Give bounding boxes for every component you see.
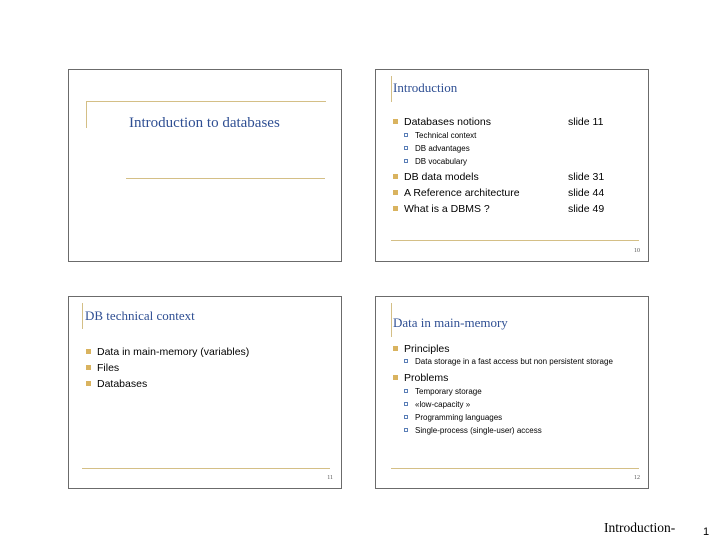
item-text: Principles bbox=[404, 343, 450, 355]
page-number: 1 bbox=[703, 526, 710, 538]
item-text: Files bbox=[97, 362, 120, 374]
hollow-square-bullet-icon bbox=[404, 359, 408, 363]
list-item bbox=[393, 411, 623, 424]
square-bullet-icon bbox=[86, 381, 91, 386]
list-item bbox=[393, 385, 623, 398]
item-text: Data in main-memory (variables) bbox=[97, 346, 250, 358]
square-bullet-icon bbox=[393, 174, 398, 179]
item-text: A Reference architecture bbox=[404, 187, 520, 199]
slide-title: DB technical context bbox=[85, 308, 195, 323]
bullet-list bbox=[393, 342, 623, 437]
item-text: DB data models bbox=[404, 171, 479, 183]
item-text: What is a DBMS ? bbox=[404, 203, 490, 215]
slide-thumbnail-4 bbox=[375, 296, 649, 489]
bullet-list bbox=[86, 345, 249, 391]
footer-rule bbox=[391, 240, 639, 241]
title-rule-left bbox=[82, 303, 83, 329]
list-item bbox=[86, 345, 249, 359]
slide-title: Data in main-memory bbox=[393, 315, 508, 330]
hollow-square-bullet-icon bbox=[404, 389, 408, 393]
slide-ref: slide 11 bbox=[568, 116, 604, 128]
slide-ref: slide 44 bbox=[568, 187, 605, 199]
slide-number: 12 bbox=[634, 475, 640, 481]
outline-list bbox=[393, 115, 644, 216]
title-rule-bottom bbox=[126, 178, 325, 179]
item-text: «low-capacity » bbox=[415, 400, 471, 409]
list-item bbox=[86, 361, 249, 375]
list-item bbox=[86, 377, 249, 391]
list-item bbox=[393, 186, 644, 200]
item-text: DB advantages bbox=[415, 144, 470, 153]
item-text: Data storage in a fast access but non persistent storage bbox=[415, 357, 613, 366]
square-bullet-icon bbox=[393, 206, 398, 211]
hollow-square-bullet-icon bbox=[404, 415, 408, 419]
slide-title: Introduction bbox=[393, 80, 458, 95]
item-text: Programming languages bbox=[415, 413, 503, 422]
list-item bbox=[393, 129, 644, 142]
footer-rule bbox=[391, 468, 639, 469]
item-text: Single-process (single-user) access bbox=[415, 426, 542, 435]
list-item bbox=[393, 155, 644, 168]
slide-ref: slide 49 bbox=[568, 203, 605, 215]
square-bullet-icon bbox=[86, 349, 91, 354]
hollow-square-bullet-icon bbox=[404, 146, 408, 150]
item-text: Databases notions bbox=[404, 116, 491, 128]
title-rule-left bbox=[391, 303, 392, 337]
list-item bbox=[393, 424, 623, 437]
list-item bbox=[393, 357, 623, 367]
square-bullet-icon bbox=[393, 375, 398, 380]
item-text: Technical context bbox=[415, 131, 477, 140]
square-bullet-icon bbox=[393, 346, 398, 351]
hollow-square-bullet-icon bbox=[404, 428, 408, 432]
square-bullet-icon bbox=[393, 190, 398, 195]
list-item bbox=[393, 371, 623, 385]
list-item bbox=[393, 342, 623, 356]
slide-number: 11 bbox=[327, 475, 333, 481]
item-text: Problems bbox=[404, 372, 449, 384]
list-item bbox=[393, 142, 644, 155]
slide-ref: slide 31 bbox=[568, 171, 605, 183]
title-rule-left bbox=[391, 76, 392, 102]
item-text: Temporary storage bbox=[415, 387, 482, 396]
slide-thumbnail-3 bbox=[68, 296, 342, 489]
title-rule-left bbox=[86, 101, 87, 128]
footer-text: Introduction- bbox=[604, 520, 676, 535]
hollow-square-bullet-icon bbox=[404, 133, 408, 137]
slide-number: 10 bbox=[634, 248, 640, 254]
hollow-square-bullet-icon bbox=[404, 159, 408, 163]
list-item bbox=[393, 115, 644, 129]
presentation-title: Introduction to databases bbox=[129, 115, 280, 131]
title-rule-top bbox=[86, 101, 326, 102]
item-text: Databases bbox=[97, 378, 148, 390]
square-bullet-icon bbox=[86, 365, 91, 370]
list-item bbox=[393, 170, 644, 184]
item-text: DB vocabulary bbox=[415, 157, 468, 166]
slide-thumbnail-1 bbox=[68, 69, 342, 262]
footer-rule bbox=[82, 468, 330, 469]
square-bullet-icon bbox=[393, 119, 398, 124]
slide-thumbnail-2 bbox=[375, 69, 649, 262]
hollow-square-bullet-icon bbox=[404, 402, 408, 406]
list-item bbox=[393, 202, 644, 216]
list-item bbox=[393, 398, 623, 411]
